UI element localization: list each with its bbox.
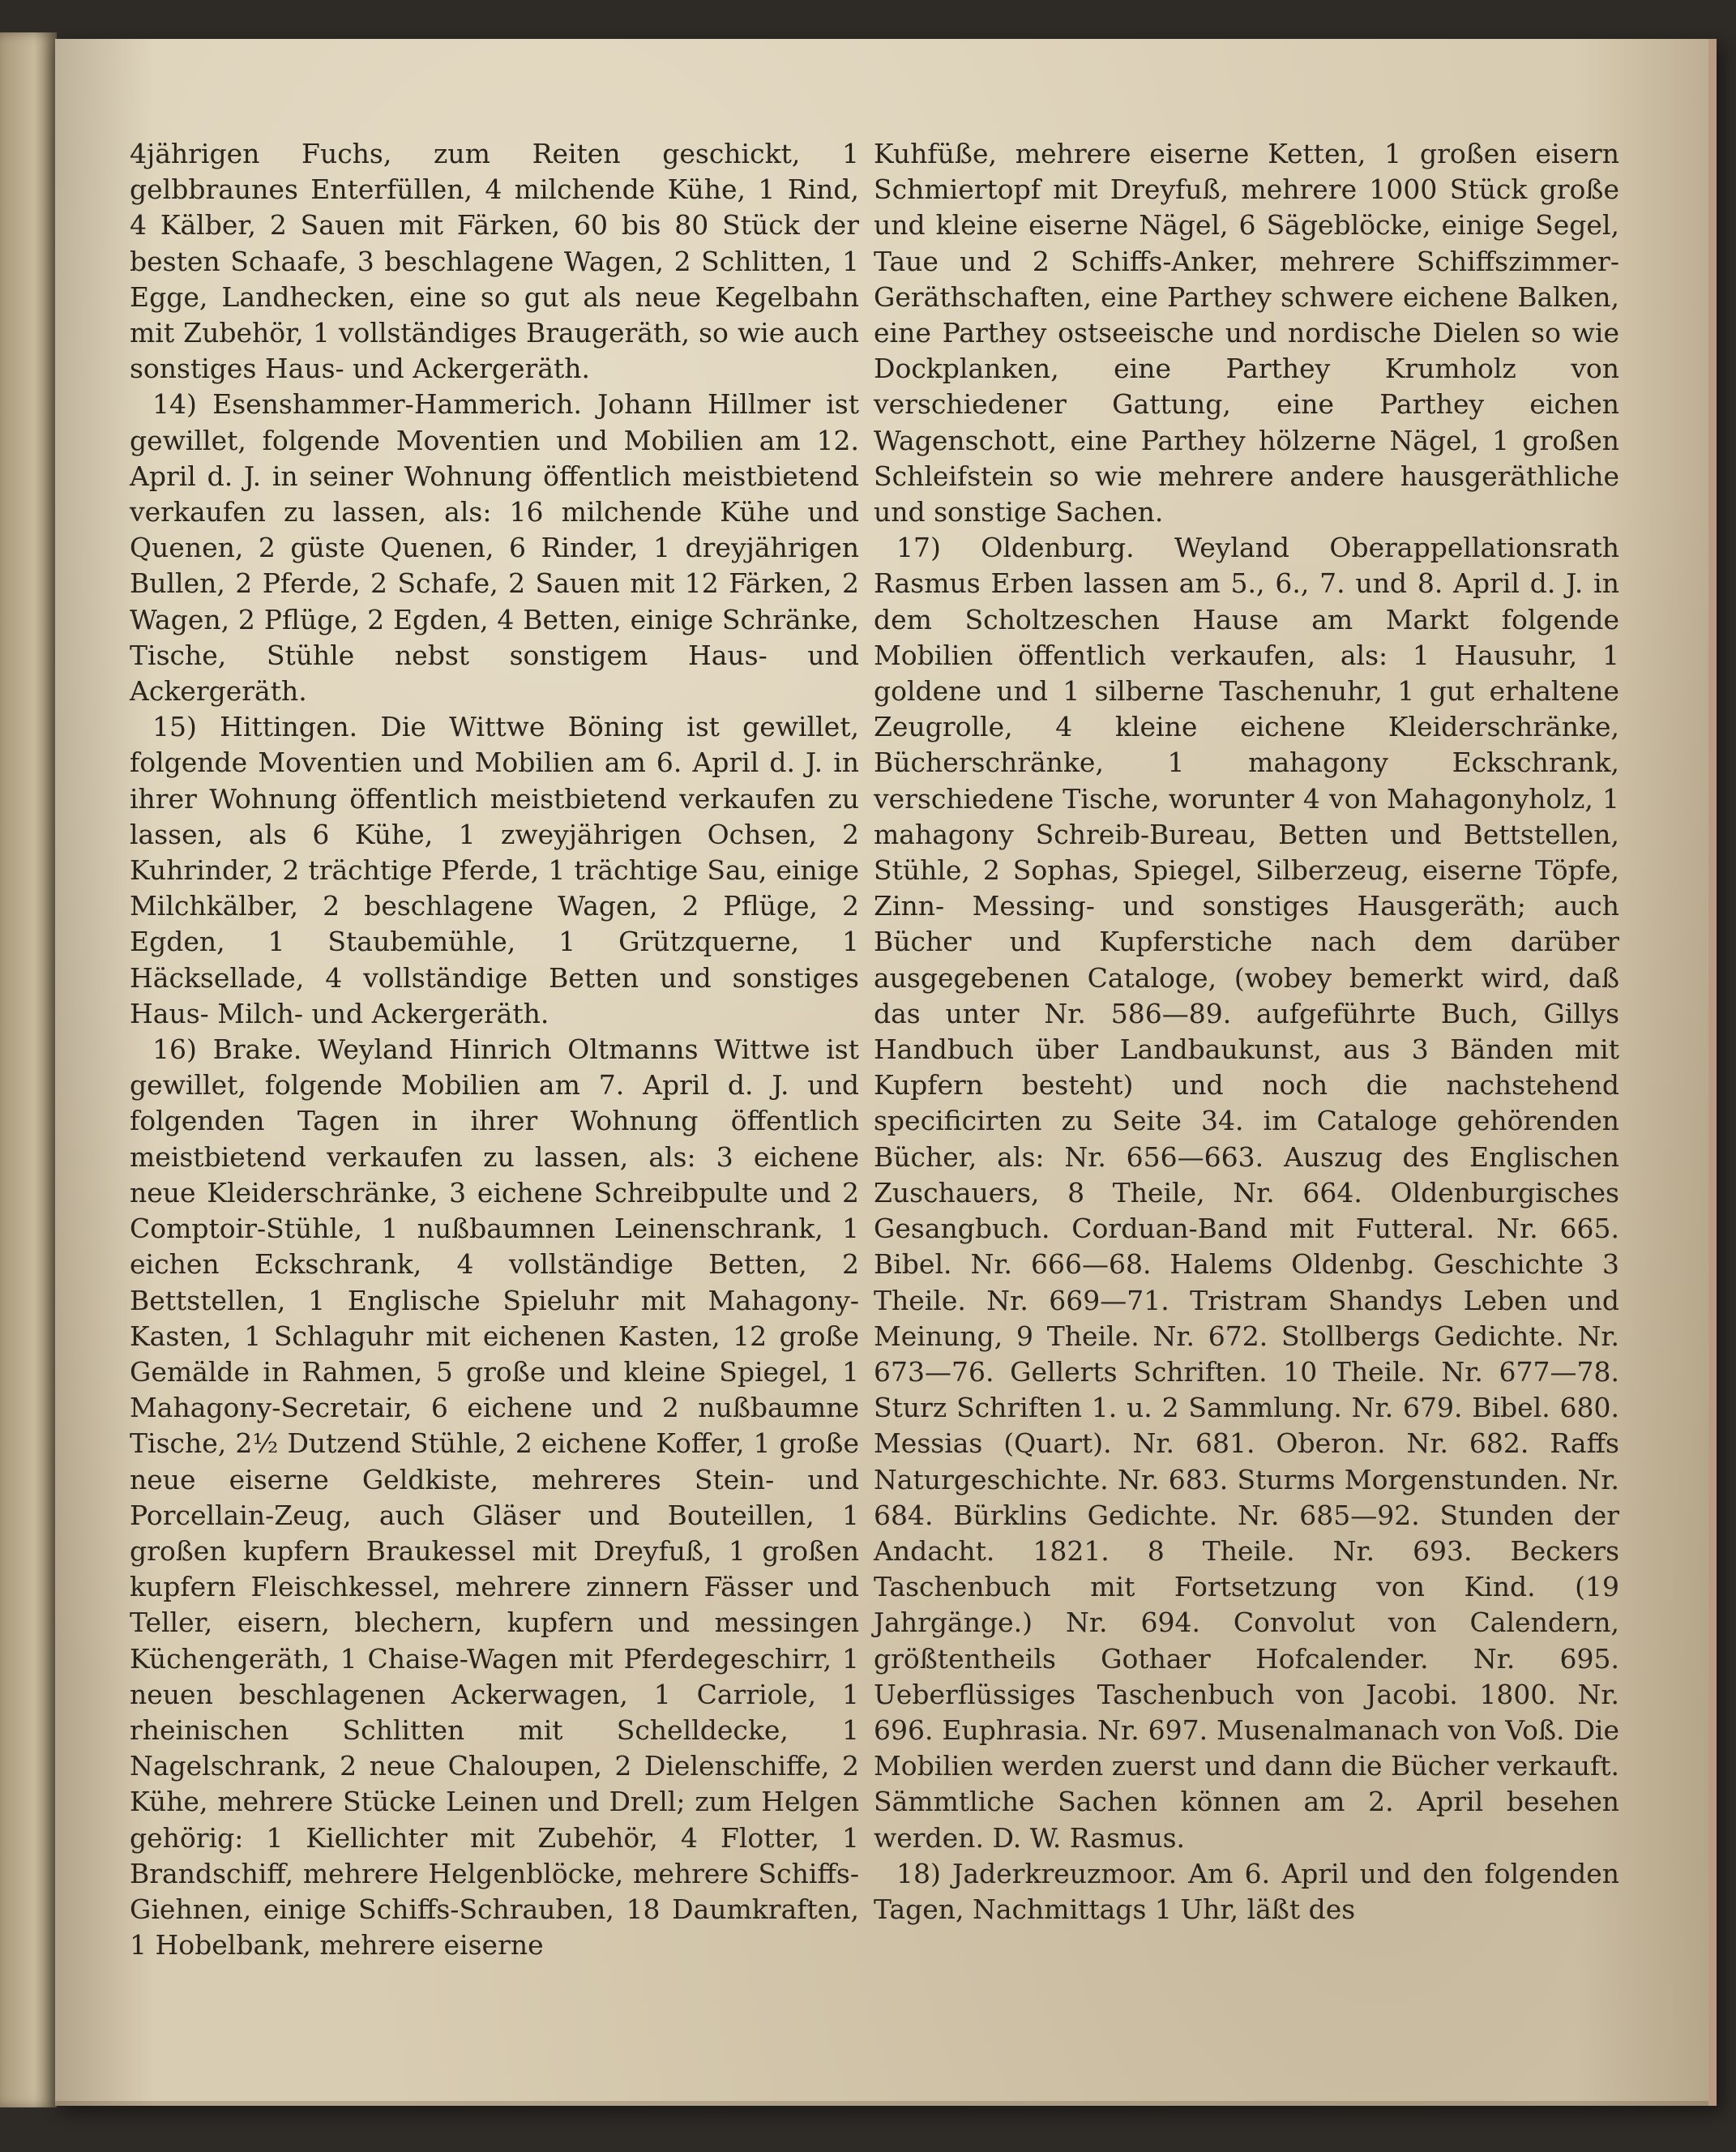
- left-column: [130, 136, 859, 1963]
- notice-15-hittingen: 15) Hittingen. Die Wittwe Böning ist gewillet, folgende Moventien und Mobilien am 6. April d. J. in ihrer Wohnung öffentlich meistbietend verkaufen zu lassen, als 6 Kühe, 1 zweyjährigen Ochsen, 2 Kuhrinder, 2 trächtige Pferde, 1 trächtige Sau, einige Milchkälber, 2 beschlagene Wagen, 2 Pflüge, 2 Egden, 1 Staubemühle, 1 Grützquerne, 1 Häcksellade, 4 vollständige Betten und sonstiges Haus- Milch- und Ackergeräth.: [130, 711, 859, 1029]
- left-paragraph-continuation: 4jährigen Fuchs, zum Reiten geschickt, 1 gelbbraunes Enterfüllen, 4 milchende Kühe, 1 Rind, 4 Kälber, 2 Sauen mit Färken, 60 bis 80 Stück der besten Schaafe, 3 beschlagene Wagen, 2 Schlitten, 1 Egge, Landhecken, eine so gut als neue Kegelbahn mit Zubehör, 1 vollständiges Braugeräth, so wie auch sonstiges Haus- und Ackergeräth.: [130, 138, 859, 385]
- notice-16-brake: 16) Brake. Weyland Hinrich Oltmanns Wittwe ist gewillet, folgende Mobilien am 7. April d. J. und folgenden Tagen in ihrer Wohnung öffentlich meistbietend verkaufen zu lassen, als: 3 eichene neue Kleiderschränke, 3 eichene Schreibpulte und 2 Comptoir-Stühle, 1 nußbaumnen Leinenschrank, 1 eichen Eckschrank, 4 vollständige Betten, 2 Bettstellen, 1 Englische Spieluhr mit Mahagony-Kasten, 1 Schlaguhr mit eichenen Kasten, 12 große Gemälde in Rahmen, 5 große und kleine Spiegel, 1 Mahagony-Secretair, 6 eichene und 2 nußbaumne Tische, 2½ Dutzend Stühle, 2 eichene Koffer, 1 große neue eiserne Geldkiste, mehreres Stein- und Porcellain-Zeug, auch Gläser und Bouteillen, 1 großen kupfern Braukessel mit Dreyfuß, 1 großen kupfern Fleischkessel, mehrere zinnern Fässer und Teller, eisern, blechern, kupfern und messingen Küchengeräth, 1 Chaise-Wagen mit Pferdegeschirr, 1 neuen beschlagenen Ackerwagen, 1 Carriole, 1 rheinischen Schlitten mit Schelldecke, 1 Nagelschrank, 2 neue Chaloupen, 2 Dielenschiffe, 2 Kühe, mehrere Stücke Leinen und Drell; zum Helgen gehörig: 1 Kiellichter mit Zubehör, 4 Flotter, 1 Brandschiff, mehrere Helgenblöcke, mehrere Schiffs-Giehnen, einige Schiffs-Schrauben, 18 Daumkraften, 1 Hobelbank, mehrere eiserne: [130, 1033, 859, 1962]
- facing-page-edge: [0, 32, 57, 2107]
- document-page: [55, 39, 1717, 2106]
- notice-17-oldenburg: 17) Oldenburg. Weyland Oberappellationsrath Rasmus Erben lassen am 5., 6., 7. und 8. April d. J. in dem Scholtzeschen Hause am Markt folgende Mobilien öffentlich verkaufen, als: 1 Hausuhr, 1 goldene und 1 silberne Taschenuhr, 1 gut erhaltene Zeugrolle, 4 kleine eichene Kleiderschränke, Bücherschränke, 1 mahagony Eckschrank, verschiedene Tische, worunter 4 von Mahagonyholz, 1 mahagony Schreib-Bureau, Betten und Bettstellen, Stühle, 2 Sophas, Spiegel, Silberzeug, eiserne Töpfe, Zinn- Messing- und sonstiges Hausgeräth; auch Bücher und Kupferstiche nach dem darüber ausgegebenen Cataloge, (wobey bemerkt wird, daß das unter Nr. 586—89. aufgeführte Buch, Gillys Handbuch über Landbaukunst, aus 3 Bänden mit Kupfern besteht) und noch die nachstehend specificirten zu Seite 34. im Cataloge gehörenden Bücher, als: Nr. 656—663. Auszug des Englischen Zuschauers, 8 Theile, Nr. 664. Oldenburgisches Gesangbuch. Corduan-Band mit Futteral. Nr. 665. Bibel. Nr. 666—68. Halems Oldenbg. Geschichte 3 Theile. Nr. 669—71. Tristram Shandys Leben und Meinung, 9 Theile. Nr. 672. Stollbergs Gedichte. Nr. 673—76. Gellerts Schriften. 10 Theile. Nr. 677—78. Sturz Schriften 1. u. 2 Sammlung. Nr. 679. Bibel. 680. Messias (Quart). Nr. 681. Oberon. Nr. 682. Raffs Naturgeschichte. Nr. 683. Sturms Morgenstunden. Nr. 684. Bürklins Gedichte. Nr. 685—92. Stunden der Andacht. 1821. 8 Theile. Nr. 693. Beckers Taschenbuch mit Fortsetzung von Kind. (19 Jahrgänge.) Nr. 694. Convolut von Calendern, größtentheils Gothaer Hofcalender. Nr. 695. Ueberflüssiges Taschenbuch von Jacobi. 1800. Nr. 696. Euphrasia. Nr. 697. Musenalmanach von Voß. Die Mobilien werden zuerst und dann die Bücher verkauft. Sämmtliche Sachen können am 2. April besehen werden. D. W. Rasmus.: [874, 532, 1619, 1854]
- notice-14-esenshammer: 14) Esenshammer-Hammerich. Johann Hillmer ist gewillet, folgende Moventien und Mobilien am 12. April d. J. in seiner Wohnung öffentlich meistbietend verkaufen zu lassen, als: 16 milchende Kühe und Quenen, 2 güste Quenen, 6 Rinder, 1 dreyjährigen Bullen, 2 Pferde, 2 Schafe, 2 Sauen mit 12 Färken, 2 Wagen, 2 Pflüge, 2 Egden, 4 Betten, einige Schränke, Tische, Stühle nebst sonstigem Haus- und Ackergeräth.: [130, 388, 859, 708]
- notice-18-jaderkreuzmoor: 18) Jaderkreuzmoor. Am 6. April und den folgenden Tagen, Nachmittags 1 Uhr, läßt des: [874, 1857, 1619, 1925]
- right-paragraph-continuation: Kuhfüße, mehrere eiserne Ketten, 1 großen eisern Schmiertopf mit Dreyfuß, mehrere 1000 Stück große und kleine eiserne Nägel, 6 Sägeblöcke, einige Segel, Taue und 2 Schiffs-Anker, mehrere Schiffszimmer-Geräthschaften, eine Parthey schwere eichene Balken, eine Parthey ostseeische und nordische Dielen so wie Dockplanken, eine Parthey Krumholz von verschiedener Gattung, eine Parthey eichen Wagenschott, eine Parthey hölzerne Nägel, 1 großen Schleifstein so wie mehrere andere hausgeräthliche und sonstige Sachen.: [874, 138, 1619, 528]
- right-column: [874, 136, 1619, 1927]
- page-bottom-shadow: [55, 2101, 1708, 2106]
